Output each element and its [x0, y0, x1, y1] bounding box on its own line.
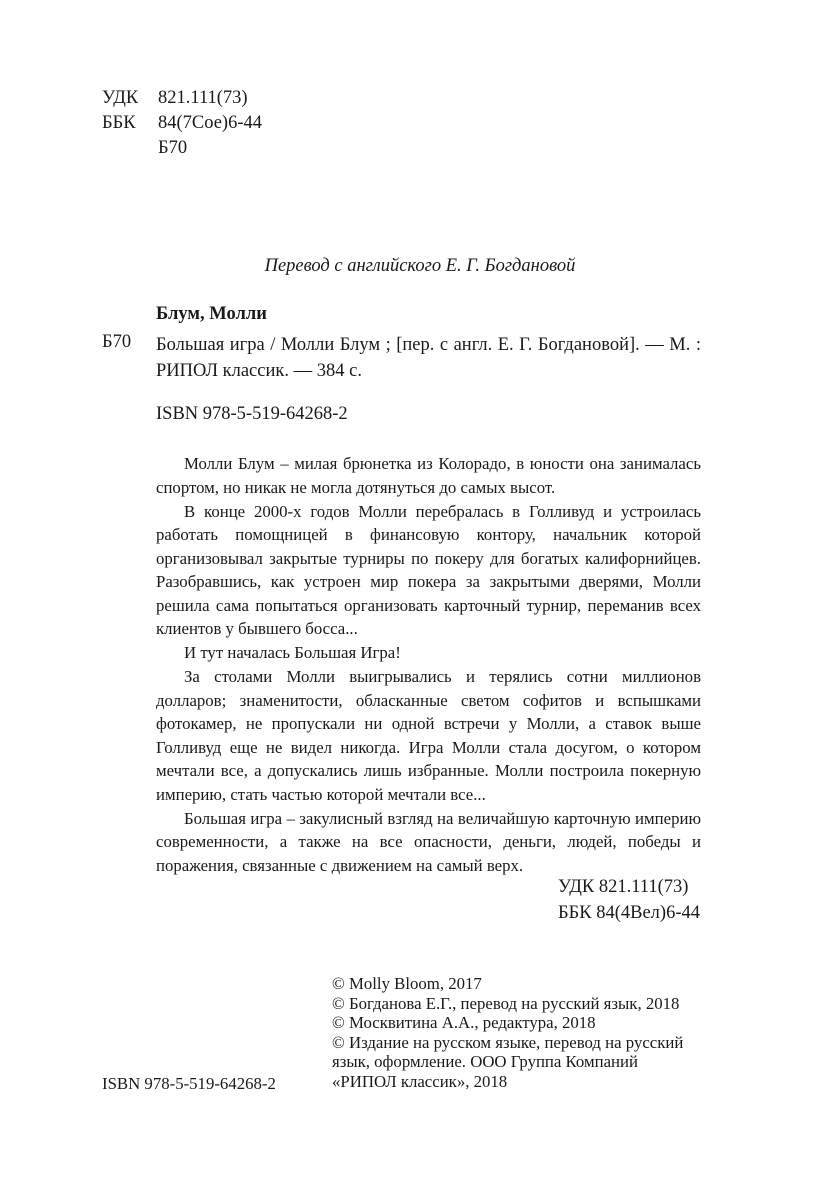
udk-right: УДК 821.111(73) — [558, 877, 689, 897]
udk-label: УДК — [102, 88, 139, 108]
annotation — [156, 452, 701, 878]
copyright-line: © Molly Bloom, 2017 — [332, 974, 482, 993]
bibliographic-description: Большая игра / Молли Блум ; [пер. с англ. Е. Г. Богдановой]. — М. : РИПОЛ классик. — 384 с. — [156, 335, 701, 381]
bbk-right: ББК 84(4Вел)6-44 — [558, 903, 700, 923]
bbk-value: 84(7Сое)6-44 — [158, 113, 263, 133]
annotation-paragraph: Молли Блум – милая брюнетка из Колорадо, в юности она занималась спортом, но никак не могла дотянуться до самых высот. — [156, 454, 701, 497]
catalog-code: Б70 — [102, 332, 132, 352]
copyright-line: © Богданова Е.Г., перевод на русский язык, 2018 — [332, 993, 680, 1013]
classification-codes-right — [558, 874, 700, 926]
annotation-paragraph: За столами Молли выигрывались и терялись сотни миллионов долларов; знаменитости, обласканные светом софитов и вспышками фотокамер, не пропускали ни одной встречи у Молли, а ставок выше Голливуд еще не видел никогда. Игра Молли стала досугом, о котором мечтали все, а допускались лишь избранные. Молли построила покерную империю, стать частью которой мечтали все... — [156, 667, 701, 804]
annotation-paragraph: И тут началась Большая Игра! — [184, 643, 401, 662]
copyright-block — [332, 974, 692, 1091]
classification-codes — [102, 86, 262, 161]
author-heading: Блум, Молли — [156, 304, 267, 324]
bbk-label: ББК — [102, 113, 136, 133]
isbn-bottom: ISBN 978-5-519-64268-2 — [102, 1074, 276, 1093]
isbn-main: ISBN 978-5-519-64268-2 — [156, 404, 348, 424]
translator-note: Перевод с английского Е. Г. Богдановой — [264, 256, 576, 276]
annotation-paragraph: Большая игра – закулисный взгляд на величайшую карточную империю современности, а также на все опасности, деньги, людей, победы и поражения, связанные с движением на самый верх. — [156, 808, 701, 875]
annotation-paragraph: В конце 2000-х годов Молли перебралась в Голливуд и устроилась работать помощницей в финансовую контору, начальник которой организовывал закрытые турниры по покеру для богатых калифорнийцев. Разобравшись, как устроен мир покера за закрытыми дверями, Молли решила сама попытаться организовать карточный турнир, переманив всех клиентов у бывшего босса... — [156, 501, 701, 638]
copyright-line: © Издание на русском языке, перевод на русский язык, оформление. ООО Группа Компаний «РИПОЛ классик», 2018 — [332, 1032, 684, 1091]
author-mark: Б70 — [158, 138, 188, 158]
udk-value: 821.111(73) — [158, 88, 248, 108]
copyright-line: © Москвитина А.А., редактура, 2018 — [332, 1013, 596, 1032]
